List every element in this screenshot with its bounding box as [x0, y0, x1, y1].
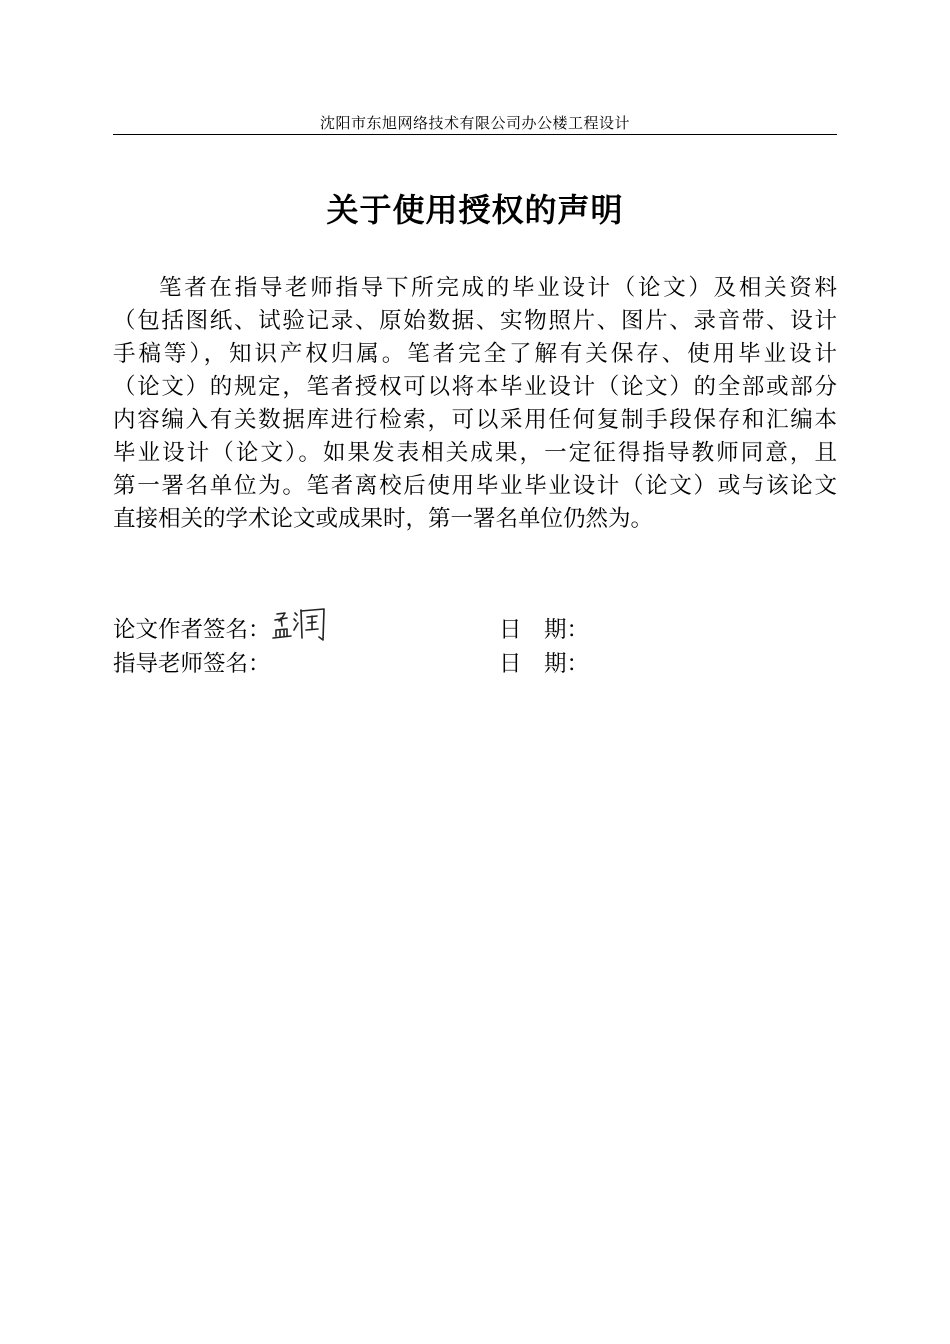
- advisor-signature-label: 指导老师签名：: [113, 651, 271, 677]
- author-date-label: 日 期：: [499, 617, 590, 643]
- paragraph-line: 笔者在指导老师指导下所完成的毕业设计（论文）及相关资料: [159, 275, 837, 301]
- advisor-date-label: 日 期：: [499, 651, 590, 677]
- paragraph-line: 内容编入有关数据库进行检索，可以采用任何复制手段保存和汇编本: [113, 407, 837, 433]
- paragraph-line: 直接相关的学术论文或成果时，第一署名单位仍然为。: [113, 506, 654, 532]
- declaration-paragraph: [113, 272, 837, 536]
- handwritten-signature: [271, 604, 331, 648]
- running-header: 沈阳市东旭网络技术有限公司办公楼工程设计: [319, 114, 630, 132]
- paragraph-line: （论文）的规定，笔者授权可以将本毕业设计（论文）的全部或部分: [113, 374, 837, 400]
- advisor-signature-row: [113, 648, 837, 680]
- page-title: 关于使用授权的声明: [326, 191, 624, 229]
- paragraph-line: 手稿等），知识产权归属。笔者完全了解有关保存、使用毕业设计: [113, 341, 837, 367]
- header-rule: [113, 134, 837, 135]
- author-signature-row: [113, 614, 837, 646]
- paragraph-line: （包括图纸、试验记录、原始数据、实物照片、图片、录音带、设计: [113, 308, 837, 334]
- author-signature-label: 论文作者签名：: [113, 617, 271, 643]
- paragraph-line: 毕业设计（论文）。如果发表相关成果，一定征得指导教师同意，且: [113, 440, 837, 466]
- paragraph-line: 第一署名单位为。笔者离校后使用毕业毕业设计（论文）或与该论文: [113, 473, 837, 499]
